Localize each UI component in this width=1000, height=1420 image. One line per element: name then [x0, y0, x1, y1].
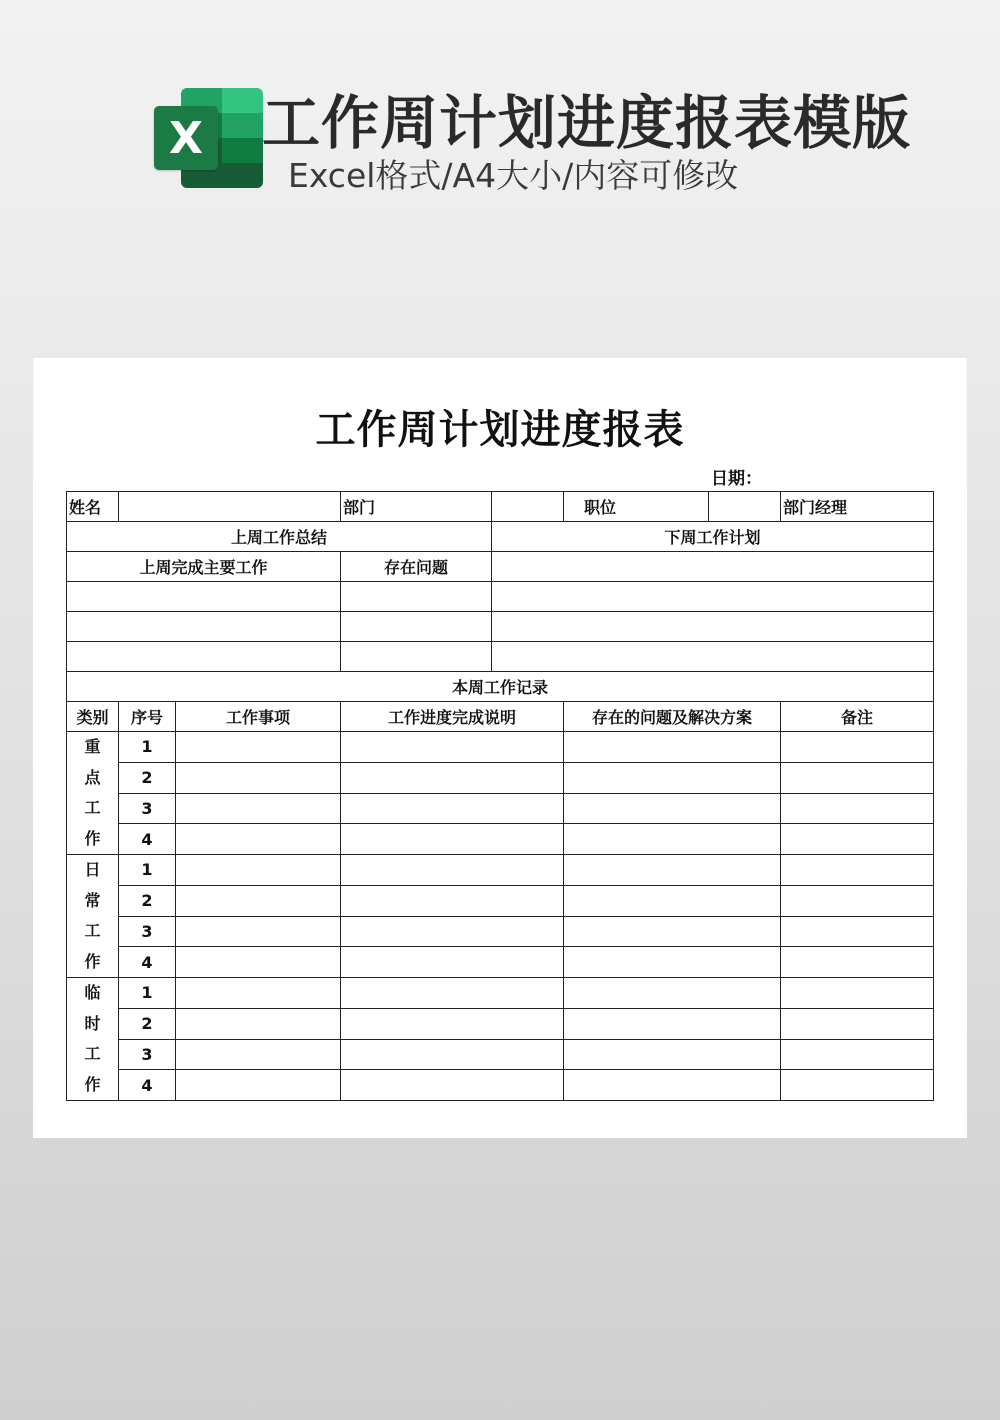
problems-cell[interactable] [564, 947, 781, 978]
document-title: 工作周计划进度报表 [315, 407, 685, 453]
next-week-plan-cell[interactable] [492, 612, 934, 642]
problems-cell[interactable] [564, 762, 781, 793]
work-item-cell[interactable] [176, 1039, 341, 1070]
this-week-title-row [67, 672, 934, 702]
progress-cell[interactable] [341, 855, 564, 886]
issues-cell[interactable] [341, 582, 492, 612]
col-progress-header: 工作进度完成说明 [341, 702, 564, 732]
dept-label: 部门 [341, 492, 492, 522]
remarks-cell[interactable] [781, 732, 934, 763]
progress-cell[interactable] [341, 916, 564, 947]
record-row [67, 978, 934, 1009]
category-char: 作 [84, 828, 101, 848]
manager-label: 部门经理 [781, 492, 934, 522]
main-work-cell[interactable] [67, 612, 341, 642]
remarks-cell[interactable] [781, 978, 934, 1009]
progress-cell[interactable] [341, 1070, 564, 1101]
summary-header-row [67, 522, 934, 552]
summary-blank-row [67, 642, 934, 672]
remarks-cell[interactable] [781, 885, 934, 916]
remarks-cell[interactable] [781, 762, 934, 793]
problems-cell[interactable] [564, 1070, 781, 1101]
work-item-cell[interactable] [176, 824, 341, 855]
record-row [67, 732, 934, 763]
dept-field[interactable] [492, 492, 564, 522]
problems-cell[interactable] [564, 855, 781, 886]
last-week-summary-title: 上周工作总结 [67, 522, 492, 552]
record-header-row [67, 702, 934, 732]
category-char: 点 [84, 767, 101, 787]
category-cell [67, 855, 119, 978]
progress-cell[interactable] [341, 762, 564, 793]
position-label: 职位 [564, 492, 709, 522]
row-number: 2 [119, 1008, 176, 1039]
issues-label: 存在问题 [341, 552, 492, 582]
row-number: 3 [119, 1039, 176, 1070]
row-number: 3 [119, 793, 176, 824]
issues-cell[interactable] [341, 642, 492, 672]
category-char: 工 [84, 921, 101, 940]
row-number: 4 [119, 947, 176, 978]
progress-cell[interactable] [341, 978, 564, 1009]
progress-cell[interactable] [341, 947, 564, 978]
position-field[interactable] [709, 492, 781, 522]
name-field[interactable] [119, 492, 341, 522]
remarks-cell[interactable] [781, 1008, 934, 1039]
record-row [67, 1008, 934, 1039]
summary-blank-row [67, 582, 934, 612]
problems-cell[interactable] [564, 978, 781, 1009]
problems-cell[interactable] [564, 732, 781, 763]
row-number: 1 [119, 855, 176, 886]
category-char: 作 [84, 1074, 101, 1094]
remarks-cell[interactable] [781, 793, 934, 824]
category-char: 工 [84, 1044, 101, 1063]
next-week-plan-cell[interactable] [492, 582, 934, 612]
problems-cell[interactable] [564, 1039, 781, 1070]
excel-icon: X [154, 106, 218, 170]
row-number: 3 [119, 916, 176, 947]
remarks-cell[interactable] [781, 947, 934, 978]
info-row [67, 492, 934, 522]
col-work-item-header: 工作事项 [176, 702, 341, 732]
work-item-cell[interactable] [176, 1008, 341, 1039]
record-row [67, 762, 934, 793]
progress-cell[interactable] [341, 885, 564, 916]
work-item-cell[interactable] [176, 916, 341, 947]
category-char: 临 [84, 983, 101, 1002]
record-row [67, 1039, 934, 1070]
progress-cell[interactable] [341, 732, 564, 763]
problems-cell[interactable] [564, 824, 781, 855]
progress-cell[interactable] [341, 824, 564, 855]
main-work-cell[interactable] [67, 642, 341, 672]
row-number: 4 [119, 824, 176, 855]
remarks-cell[interactable] [781, 1070, 934, 1101]
next-week-plan-cell[interactable] [492, 642, 934, 672]
record-row [67, 855, 934, 886]
category-cell [67, 978, 119, 1101]
category-char: 日 [84, 860, 101, 879]
excel-logo [154, 88, 263, 188]
row-number: 1 [119, 978, 176, 1009]
next-week-plan-cell[interactable] [492, 552, 934, 582]
row-number: 4 [119, 1070, 176, 1101]
progress-cell[interactable] [341, 793, 564, 824]
record-row [67, 824, 934, 855]
headline: 工作周计划进度报表模版 [262, 89, 912, 157]
work-item-cell[interactable] [176, 793, 341, 824]
problems-cell[interactable] [564, 916, 781, 947]
remarks-cell[interactable] [781, 1039, 934, 1070]
summary-blank-row [67, 612, 934, 642]
category-char: 常 [84, 890, 101, 910]
remarks-cell[interactable] [781, 855, 934, 886]
record-row [67, 916, 934, 947]
record-row [67, 793, 934, 824]
subline: Excel格式/A4大小/内容可修改 [288, 156, 739, 195]
problems-cell[interactable] [564, 793, 781, 824]
document-paper [33, 358, 967, 1138]
work-item-cell[interactable] [176, 947, 341, 978]
next-week-plan-title: 下周工作计划 [492, 522, 934, 552]
row-number: 2 [119, 885, 176, 916]
col-category-header: 类别 [67, 702, 119, 732]
work-item-cell[interactable] [176, 885, 341, 916]
row-number: 2 [119, 762, 176, 793]
remarks-cell[interactable] [781, 824, 934, 855]
record-row [67, 1070, 934, 1101]
work-item-cell[interactable] [176, 1070, 341, 1101]
work-item-cell[interactable] [176, 762, 341, 793]
category-char: 作 [84, 951, 101, 971]
remarks-cell[interactable] [781, 916, 934, 947]
category-char: 时 [84, 1013, 101, 1033]
category-char: 工 [84, 798, 101, 817]
work-item-cell[interactable] [176, 855, 341, 886]
category-char: 重 [84, 737, 101, 756]
record-row [67, 947, 934, 978]
date-label: 日期： [711, 469, 762, 489]
main-work-cell[interactable] [67, 582, 341, 612]
work-item-cell[interactable] [176, 732, 341, 763]
record-row [67, 885, 934, 916]
name-label: 姓名 [67, 492, 119, 522]
problems-cell[interactable] [564, 1008, 781, 1039]
issues-cell[interactable] [341, 612, 492, 642]
col-problems-header: 存在的问题及解决方案 [564, 702, 781, 732]
problems-cell[interactable] [564, 885, 781, 916]
category-cell [67, 732, 119, 855]
work-item-cell[interactable] [176, 978, 341, 1009]
progress-cell[interactable] [341, 1039, 564, 1070]
progress-cell[interactable] [341, 1008, 564, 1039]
summary-subheader-row [67, 552, 934, 582]
main-work-label: 上周完成主要工作 [67, 552, 341, 582]
col-number-header: 序号 [119, 702, 176, 732]
report-table [66, 491, 934, 1101]
row-number: 1 [119, 732, 176, 763]
this-week-record-title: 本周工作记录 [67, 672, 934, 702]
col-remarks-header: 备注 [781, 702, 934, 732]
